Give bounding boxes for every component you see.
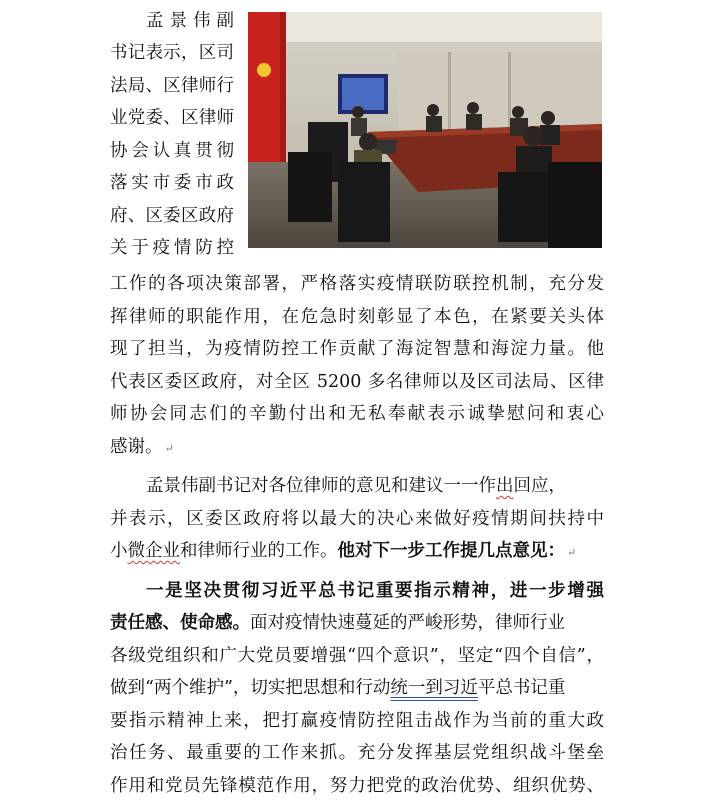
para3-line2-rest: 面对疫情快速蔓延的严峻形势，律师行业	[250, 613, 565, 633]
para3-line-4	[110, 674, 604, 699]
para2-line3-text-a: 小	[110, 541, 128, 561]
para2-line3-text-b: 微企业	[127, 541, 180, 561]
para1-line-1: 工作的各项决策部署，严格落实疫情联防联控机制，充分发	[110, 274, 604, 294]
para1-line-4: 代表区委区政府，对全区 5200 多名律师以及区司法局、区律	[110, 372, 604, 392]
para2-line-2: 并表示，区委区政府将以最大的决心来做好疫情期间扶持中	[110, 509, 604, 529]
para1-line-5: 师协会同志们的辛勤付出和无私奉献表示诚挚慰问和衷心	[110, 404, 604, 424]
para3-line-6: 治任务、最重要的工作来抓。充分发挥基层党组织战斗堡垒	[110, 743, 604, 763]
wrap-line-8: 关于疫情防控	[110, 238, 234, 258]
wrap-line-7: 府、区委区政府	[110, 206, 234, 226]
wrap-line-6: 落实市委市政	[110, 173, 234, 193]
meeting-photo-icon	[248, 12, 602, 248]
para2-line-1	[146, 472, 604, 497]
para2-line1-text-b: 出	[496, 476, 514, 496]
para2-line3-bold: 他对下一步工作提几点意见：	[337, 541, 565, 561]
para1-line-2: 挥律师的职能作用，在危急时刻彰显了本色，在紧要关头体	[110, 307, 604, 327]
para2-line1-text-a: 孟景伟副书记对各位律师的意见和建议一一作	[146, 476, 496, 496]
para3-line4-text-c: 平总书记重	[477, 678, 566, 698]
para3-line-3: 各级党组织和广大党员要增强“四个意识”，坚定“四个自信”，	[110, 646, 604, 666]
paragraph-mark-icon: ↵	[164, 442, 174, 455]
wrap-line-3: 法局、区律师行	[110, 76, 234, 96]
para2-line1-text-c: 回应，	[513, 476, 566, 496]
para3-line4-text-b: 统一到习近	[390, 678, 478, 698]
wrap-line-1: 孟景伟副	[146, 11, 234, 31]
wrap-line-4: 业党委、区律师	[110, 108, 234, 128]
para1-line-6	[110, 433, 604, 458]
meeting-photo	[248, 12, 602, 248]
para3-line-7: 作用和党员先锋模范作用，努力把党的政治优势、组织优势、	[110, 776, 604, 796]
para3-bold-line-1: 一是坚决贯彻习近平总书记重要指示精神，进一步增强	[146, 581, 604, 601]
para1-line-3: 现了担当，为疫情防控工作贡献了海淀智慧和海淀力量。他	[110, 339, 604, 359]
para2-line-3	[110, 537, 604, 562]
wrap-line-2: 书记表示，区司	[110, 43, 234, 63]
para3-line-2	[110, 609, 604, 634]
para2-line3-text-c: 和律师行业的工作。	[180, 541, 338, 561]
para1-last-text: 感谢。	[110, 437, 163, 457]
wrap-line-5: 协会认真贯彻	[110, 141, 234, 161]
para3-bold-line-2: 责任感、使命感。	[110, 613, 250, 633]
para3-line-5: 要指示精神上来，把打赢疫情防控阻击战作为当前的重大政	[110, 711, 604, 731]
paragraph-mark-icon: ↵	[567, 546, 577, 559]
para3-line4-text-a: 做到“两个维护”，切实把思想和行动	[110, 678, 391, 698]
